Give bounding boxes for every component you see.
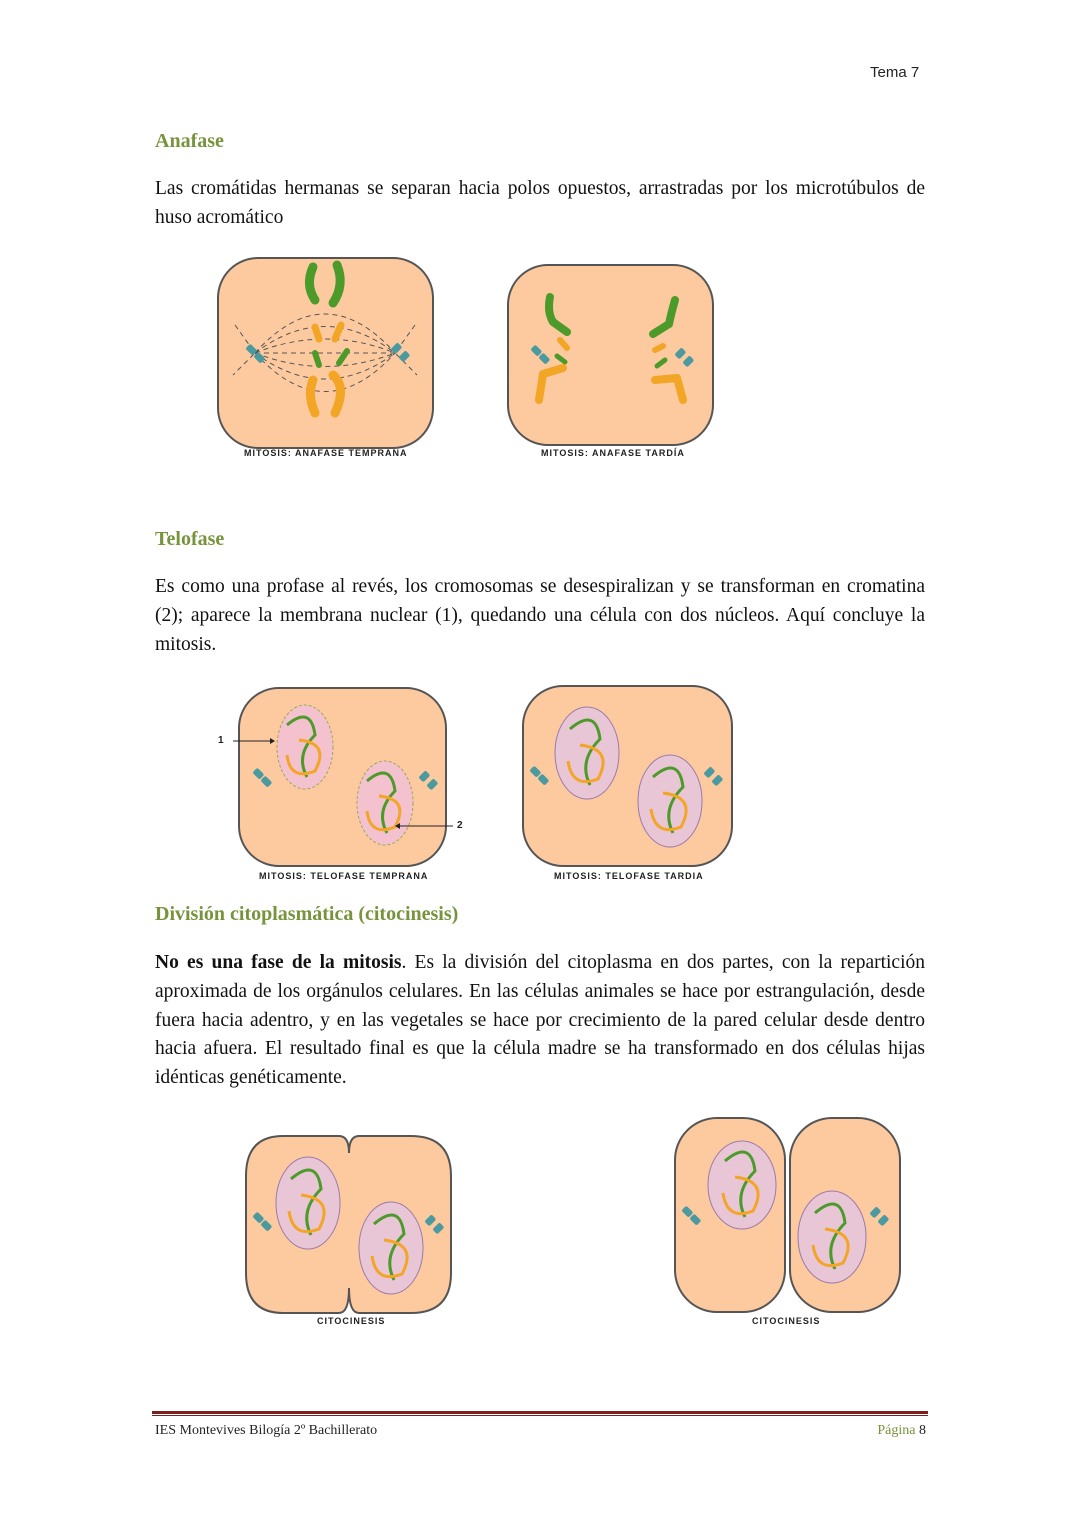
figure-telofase-tardia [520,683,735,868]
footer-page-number: 8 [919,1423,926,1438]
caption-telofase-tardia: MITOSIS: TELOFASE TARDIA [554,871,704,881]
paragraph-anafase: Las cromátidas hermanas se separan hacia polos opuestos, arrastradas por los microtúbulos de huso acromático [155,178,925,228]
figure-citocinesis-vegetal [672,1115,904,1315]
footer-rule [152,1411,928,1414]
caption-anafase-tardia: MITOSIS: ANAFASE TARDÍA [541,448,685,458]
footer-school: IES Montevives Bilogía 2º Bachillerato [155,1423,378,1438]
caption-citocinesis-vegetal: CITOCINESIS [752,1316,821,1326]
caption-telofase-temprana: MITOSIS: TELOFASE TEMPRANA [259,871,429,881]
heading-anafase: Anafase [155,130,224,152]
footer-rule-thin [152,1415,928,1416]
footer-page [860,1423,926,1439]
paragraph-telofase: Es como una profase al revés, los cromosomas se desespiralizan y se transforman en cromatina (2); aparece la membrana nuclear (1), quedando una célula con dos núcleos. Aquí concluye la mitosis. [155,576,925,655]
heading-telofase: Telofase [155,528,225,550]
caption-citocinesis-animal: CITOCINESIS [317,1316,386,1326]
figure-citocinesis-animal [243,1133,455,1318]
footer-page-label: Página [877,1423,916,1438]
callout-1: 1 [218,735,224,746]
figure-anafase-tardia [505,262,720,452]
header-topic: Tema 7 [870,64,920,81]
heading-citocinesis: División citoplasmática (citocinesis) [155,903,459,925]
figure-anafase-temprana [215,255,440,460]
citocinesis-bold-text: No es una fase de la mitosis [155,952,402,973]
callout-2: 2 [457,820,463,831]
citocinesis-text: . Es la división del citoplasma en dos partes, con la repartición aproximada de los orgánulos celulares. En las células animales se hace por estrangulación, desde fuera hacia adentro, y en las vegetales se hace por crecimiento de la pared celular desde dentro hacia afuera. El resultado final es que la célula madre se ha transformado en dos células hijas idénticas genéticamente. [155,952,925,1089]
paragraph-citocinesis [155,949,925,1093]
figure-telofase-temprana [215,685,470,870]
caption-anafase-temprana: MITOSIS: ANAFASE TEMPRANA [244,448,408,458]
